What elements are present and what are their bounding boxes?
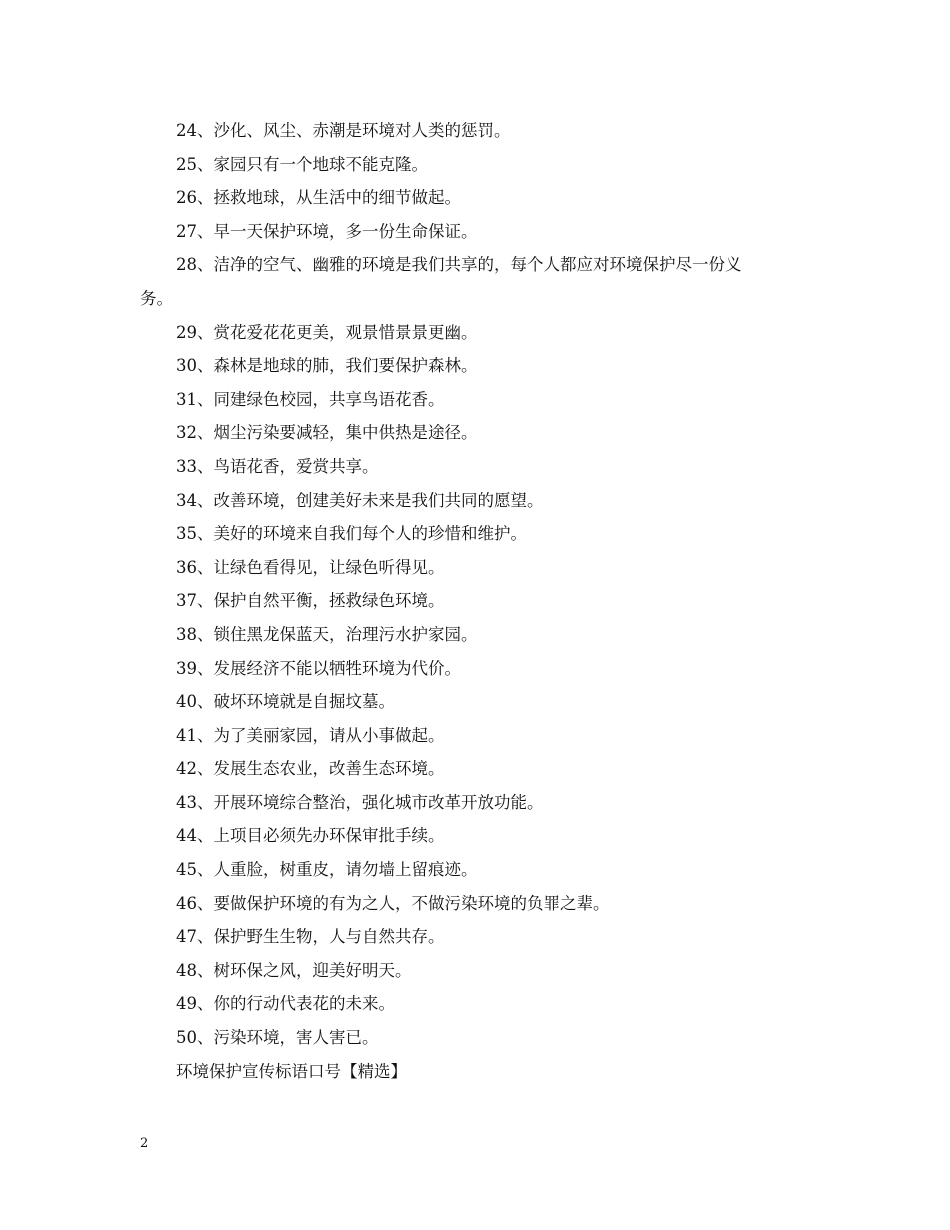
slogan-line: 46、要做保护环境的有为之人，不做污染环境的负罪之辈。	[176, 893, 610, 913]
slogan-line: 33、鸟语花香，爱赏共享。	[176, 456, 379, 476]
slogan-line: 34、改善环境，创建美好未来是我们共同的愿望。	[176, 490, 544, 510]
slogan-line: 41、为了美丽家园，请从小事做起。	[176, 725, 445, 745]
slogan-line: 32、烟尘污染要减轻，集中供热是途径。	[176, 423, 478, 443]
slogan-line: 38、锁住黑龙保蓝天，治理污水护家园。	[176, 624, 478, 644]
slogan-line: 44、上项目必须先办环保审批手续。	[176, 826, 445, 846]
slogan-line: 36、让绿色看得见，让绿色听得见。	[176, 557, 445, 577]
slogan-line: 39、发展经济不能以牺牲环境为代价。	[176, 658, 461, 678]
slogan-line: 48、树环保之风，迎美好明天。	[176, 960, 412, 980]
section-heading: 环境保护宣传标语口号【精选】	[176, 1061, 407, 1081]
slogan-line: 30、森林是地球的肺，我们要保护森林。	[176, 356, 478, 376]
slogan-line: 26、拯救地球，从生活中的细节做起。	[176, 188, 461, 208]
slogan-line: 27、早一天保护环境，多一份生命保证。	[176, 221, 478, 241]
slogan-line: 35、美好的环境来自我们每个人的珍惜和维护。	[176, 524, 527, 544]
slogan-line: 28、洁净的空气、幽雅的环境是我们共享的，每个人都应对环境保护尽一份义	[176, 255, 742, 275]
slogan-line: 29、赏花爱花花更美，观景惜景景更幽。	[176, 322, 478, 342]
slogan-line: 37、保护自然平衡，拯救绿色环境。	[176, 591, 445, 611]
slogan-line: 25、家园只有一个地球不能克隆。	[176, 154, 428, 174]
slogan-line: 49、你的行动代表花的未来。	[176, 994, 395, 1014]
slogan-line-continuation: 务。	[140, 288, 173, 308]
slogan-line: 31、同建绿色校园，共享鸟语花香。	[176, 389, 445, 409]
slogan-line: 45、人重脸，树重皮，请勿墙上留痕迹。	[176, 860, 478, 880]
slogan-line: 24、沙化、风尘、赤潮是环境对人类的惩罚。	[176, 121, 511, 140]
slogan-line: 42、发展生态农业，改善生态环境。	[176, 759, 445, 779]
slogan-line: 43、开展环境综合整治，强化城市改革开放功能。	[176, 792, 544, 812]
slogan-line: 47、保护野生生物，人与自然共存。	[176, 927, 445, 947]
slogan-line: 40、破坏环境就是自掘坟墓。	[176, 692, 395, 712]
slogan-line: 50、污染环境，害人害已。	[176, 1028, 379, 1048]
page-number: 2	[140, 1136, 149, 1151]
document-body	[140, 114, 820, 1088]
